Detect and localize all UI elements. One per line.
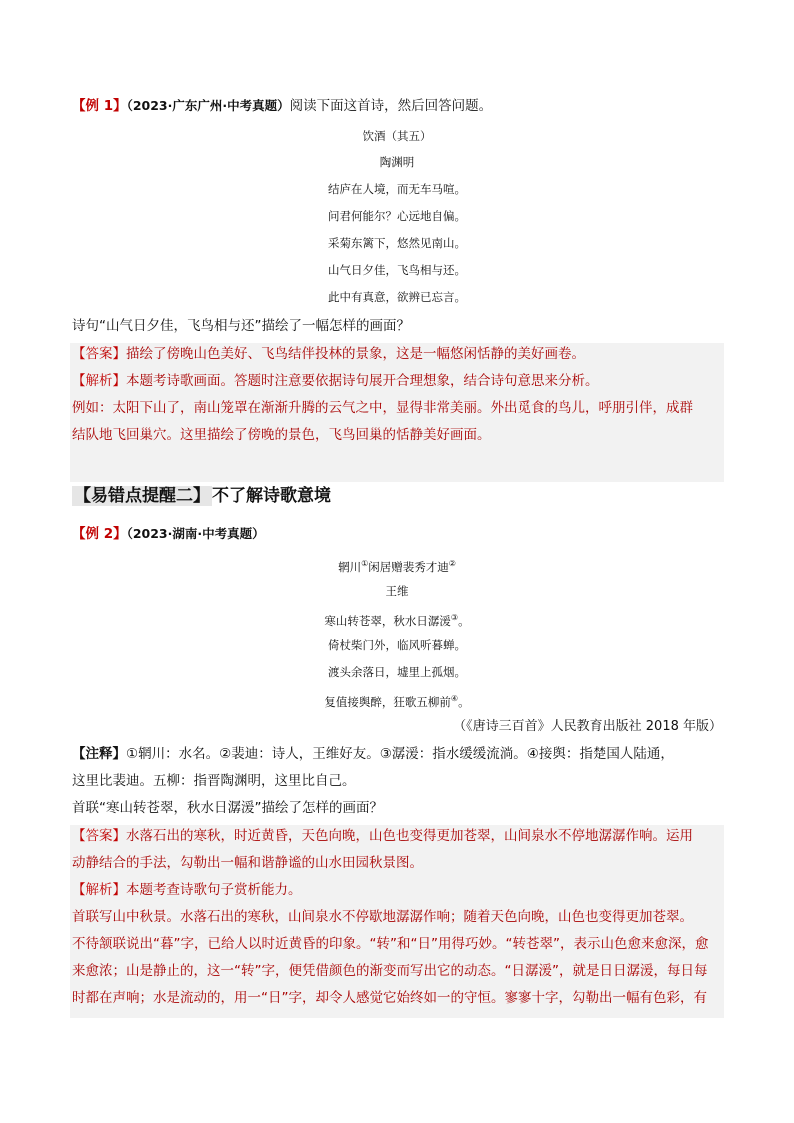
analysis-text: 本题考查诗歌句子赏析能力。 — [126, 882, 302, 898]
example1-question: 诗句“山气日夕佳，飞鸟相与还”描绘了一幅怎样的画面？ — [72, 318, 410, 334]
example2-notes — [72, 744, 674, 764]
poem2-title-part: 辋川 — [338, 560, 362, 574]
footnote-marker: ④ — [450, 694, 459, 703]
answer-label: 【答案】 — [72, 828, 126, 844]
poem2-title — [0, 556, 794, 575]
note-label: 【注释】 — [72, 746, 126, 762]
example1-analysis — [72, 371, 599, 391]
example2-analysis-line: 时都在声响；水是流动的，用一“日”字，却令人感觉它始终如一的守恒。寥寥十字，勾勒出一幅有色彩，有 — [72, 990, 707, 1006]
example2-header — [72, 524, 265, 544]
section-heading — [72, 484, 331, 508]
footnote-marker: ③ — [450, 613, 459, 622]
example2-question: 首联“寒山转苍翠，秋水日潺湲”描绘了怎样的画面？ — [72, 800, 383, 816]
poem1-author: 陶渊明 — [379, 155, 415, 169]
note-text: ①辋川：水名。②裴迪：诗人，王维好友。③潺湲：指水缓缓流淌。④接舆：指楚国人陆通， — [126, 746, 674, 762]
poem2-citation: （《唐诗三百首》人民教育出版社 2018 年版） — [453, 719, 722, 734]
example1-tag: 【例 1】 — [72, 98, 127, 114]
poem2-line — [0, 691, 794, 710]
analysis-label: 【解析】 — [72, 882, 126, 898]
poem2-line: 倚杖柴门外，临风听暮蝉。 — [328, 638, 466, 652]
example2-answer-line: 动静结合的手法，勾勒出一幅和谐静谧的山水田园秋景图。 — [72, 855, 423, 871]
example1-instruction: 阅读下面这首诗，然后回答问题。 — [289, 98, 493, 114]
poem2-line — [0, 610, 794, 629]
example2-note-line: 这里比裴迪。五柳：指晋陶渊明，这里比自己。 — [72, 773, 356, 789]
poem2-line: 渡头余落日，墟里上孤烟。 — [328, 665, 466, 679]
example2-analysis — [72, 880, 302, 900]
example1-analysis-line: 结队地飞回巢穴。这里描绘了傍晚的景色，飞鸟回巢的恬静美好画面。 — [72, 427, 491, 443]
example2-analysis-line: 不待颔联说出“暮”字，已给人以时近黄昏的印象。“转”和“日”用得巧妙。“转苍翠”，表示山色愈来愈深，愈 — [72, 936, 709, 952]
poem1-line: 山气日夕佳，飞鸟相与还。 — [328, 263, 466, 277]
poem2-line-part: 寒山转苍翠，秋水日潺湲 — [324, 614, 451, 628]
poem2-line-part: 。 — [458, 695, 470, 709]
analysis-label: 【解析】 — [72, 373, 126, 389]
example2-source: （2023·湖南·中考真题） — [126, 526, 265, 541]
poem2-line-part: 。 — [458, 614, 470, 628]
example1-source: （2023·广东广州·中考真题） — [126, 98, 290, 113]
example2-answer — [72, 826, 693, 846]
example1-analysis-line: 例如：太阳下山了，南山笼罩在渐渐升腾的云气之中，显得非常美丽。外出觅食的鸟儿，呼朋引伴，成群 — [72, 400, 693, 416]
poem1-line: 采菊东篱下，悠然见南山。 — [328, 236, 466, 250]
footnote-marker: ② — [448, 559, 456, 568]
example2-analysis-line: 首联写山中秋景。水落石出的寒秋，山间泉水不停歇地潺潺作响；随着天色向晚，山色也变得更加苍翠。 — [72, 909, 693, 925]
example1-answer — [72, 344, 585, 364]
analysis-text: 本题考诗歌画面。答题时注意要依据诗句展开合理想象，结合诗句意思来分析。 — [126, 373, 599, 389]
poem1-line: 结庐在人境，而无车马喧。 — [328, 182, 466, 196]
poem2-line-part: 复值接舆醉，狂歌五柳前 — [324, 695, 451, 709]
answer-text: 水落石出的寒秋，时近黄昏，天色向晚，山色也变得更加苍翠，山间泉水不停地潺潺作响。运用 — [126, 828, 693, 844]
section-title: 不了解诗歌意境 — [212, 486, 331, 506]
poem1-title: 饮酒（其五） — [362, 129, 432, 143]
answer-text: 描绘了傍晚山色美好、飞鸟结伴投林的景象，这是一幅悠闲恬静的美好画卷。 — [126, 346, 585, 362]
footnote-marker: ① — [361, 559, 369, 568]
poem2-author: 王维 — [385, 584, 409, 598]
answer-label: 【答案】 — [72, 346, 126, 362]
example1-header — [72, 96, 492, 116]
example2-analysis-line: 来愈浓；山是静止的，这一“转”字，便凭借颜色的渐变而写出它的动态。“日潺湲”，就是日日潺湲，每日每 — [72, 963, 708, 979]
poem2-title-part: 闲居赠裴秀才迪 — [368, 560, 449, 574]
example2-tag: 【例 2】 — [72, 526, 127, 542]
poem1-line: 问君何能尔？心远地自偏。 — [328, 209, 466, 223]
section-highlight: 【易错点提醒二】 — [74, 486, 210, 506]
poem1-line: 此中有真意，欲辨已忘言。 — [328, 290, 466, 304]
